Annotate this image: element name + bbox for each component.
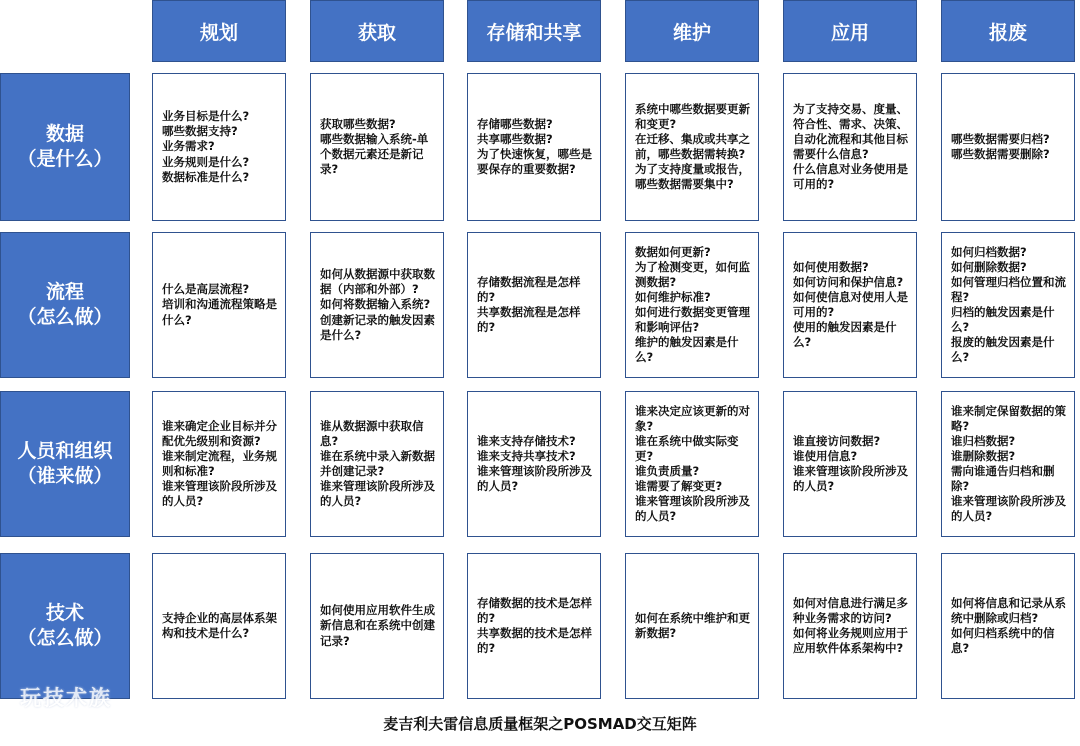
matrix-cell [467,553,601,699]
matrix-cell [625,391,759,537]
matrix-cell [941,73,1075,221]
row-header [0,73,130,221]
cell-text: 如何将信息和记录从系统中删除或归档? 如何归档系统中的信息? [951,595,1066,656]
matrix-cell [310,553,444,699]
matrix-cell [310,391,444,537]
cell-text: 如何使用应用软件生成新信息和在系统中创建记录? [320,603,435,648]
matrix-cell [625,232,759,378]
row-header-title: 技术 [45,602,84,625]
matrix-cell [941,553,1075,699]
cell-text: 哪些数据需要归档? 哪些数据需要删除? [951,131,1050,161]
cell-text: 谁来制定保留数据的策略? 谁归档数据? 谁删除数据? 需向谁通告归档和删除? 谁来管理该阶段所涉及的人员? [951,403,1066,524]
cell-text: 谁来决定应该更新的对象? 谁在系统中做实际变更? 谁负责质量? 谁需要了解变更? 谁来管理该阶段所涉及的人员? [635,403,750,524]
row-header [0,232,130,378]
column-header: 存储和共享 [467,0,601,62]
matrix-cell [310,232,444,378]
cell-text: 什么是高层流程? 培训和沟通流程策略是什么? [162,282,277,327]
row-header-title: 数据 [45,123,84,146]
cell-text: 谁从数据源中获取信息? 谁在系统中录入新数据并创建记录? 谁来管理该阶段所涉及的人员? [320,418,435,509]
matrix-cell [625,553,759,699]
cell-text: 存储哪些数据? 共享哪些数据? 为了快速恢复，哪些是要保存的重要数据? [477,116,592,177]
cell-text: 谁直接访问数据? 谁使用信息? 谁来管理该阶段所涉及的人员? [793,433,908,494]
matrix-cell [783,553,917,699]
figure-caption: 麦吉利夫雷信息质量框架之POSMAD交互矩阵 [383,715,697,733]
matrix-cell [152,232,286,378]
matrix-cell [625,73,759,221]
column-header: 应用 [783,0,917,62]
cell-text: 获取哪些数据? 哪些数据输入系统-单个数据元素还是新记录? [320,116,429,177]
matrix-cell [783,391,917,537]
matrix-cell [152,553,286,699]
matrix-cell [310,73,444,221]
cell-text: 数据如何更新? 为了检测变更，如何监测数据? 如何维护标准? 如何进行数据变更管理和影响评估? 维护的触发因素是什么? [635,244,750,365]
cell-text: 存储数据流程是怎样的? 共享数据流程是怎样的? [477,274,581,335]
matrix-cell [152,391,286,537]
matrix-cell [783,73,917,221]
cell-text: 系统中哪些数据要更新和变更? 在迁移、集成或共享之前，哪些数据需转换? 为了支持度量或报告，哪些数据需要集中? [635,101,750,192]
cell-text: 如何归档数据? 如何删除数据? 如何管理归档位置和流程? 归档的触发因素是什么? 报废的触发因素是什么? [951,244,1066,365]
column-header: 报废 [941,0,1075,62]
row-header-subtitle: （谁来做） [17,465,113,487]
cell-text: 支持企业的高层体系架构和技术是什么? [162,610,277,640]
row-header-subtitle: （怎么做） [17,306,113,328]
matrix-cell [467,73,601,221]
row-header [0,391,130,537]
matrix-cell [467,391,601,537]
cell-text: 如何在系统中维护和更新数据? [635,610,750,640]
row-header [0,553,130,699]
watermark: 玩技术族 [20,686,112,710]
matrix-cell [941,232,1075,378]
column-header: 规划 [152,0,286,62]
row-header-title: 人员和组织 [17,440,113,463]
matrix-cell [941,391,1075,537]
matrix-cell [152,73,286,221]
cell-text: 谁来确定企业目标并分配优先级别和资源? 谁来制定流程，业务规则和标准? 谁来管理该阶段所涉及的人员? [162,418,277,509]
row-header-subtitle: （怎么做） [17,627,113,649]
cell-text: 业务目标是什么? 哪些数据支持? 业务需求? 业务规则是什么? 数据标准是什么? [162,109,250,184]
cell-text: 如何使用数据? 如何访问和保护信息? 如何使信息对使用人是可用的? 使用的触发因素是什么? [793,259,908,350]
cell-text: 如何从数据源中获取数据（内部和外部）? 如何将数据输入系统? 创建新记录的触发因素是什么? [320,267,435,342]
matrix-cell [783,232,917,378]
row-header-subtitle: （是什么） [17,148,113,170]
column-header: 维护 [625,0,759,62]
matrix-cell [467,232,601,378]
row-header-title: 流程 [45,281,84,304]
column-header: 获取 [310,0,444,62]
cell-text: 谁来支持存储技术? 谁来支持共享技术? 谁来管理该阶段所涉及的人员? [477,433,592,494]
cell-text: 为了支持交易、度量、符合性、需求、决策、自动化流程和其他目标需要什么信息? 什么信息对业务使用是可用的? [793,101,908,192]
cell-text: 存储数据的技术是怎样的? 共享数据的技术是怎样的? [477,595,592,656]
cell-text: 如何对信息进行满足多种业务需求的访问? 如何将业务规则应用于应用软件体系架构中? [793,595,908,656]
